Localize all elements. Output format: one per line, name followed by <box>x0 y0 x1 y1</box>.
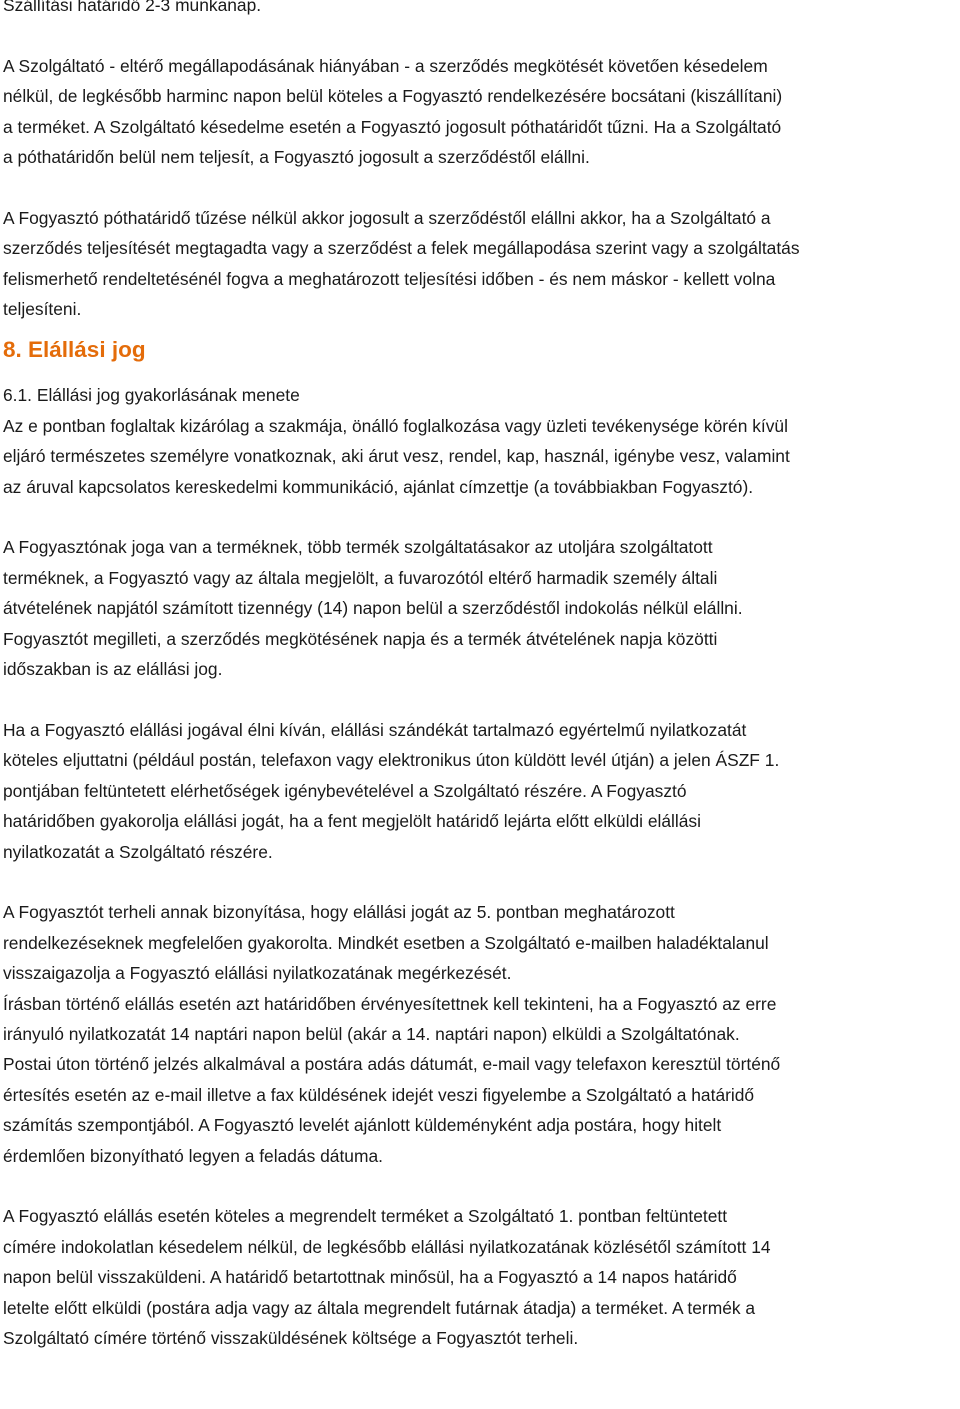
text-line: átvételének napjától számított tizennégy (14) napon belül a szerződéstől indokolás nélkül elállni. <box>3 598 743 619</box>
withdrawal-notice-paragraph <box>3 715 958 867</box>
section-heading: 8. Elállási jog <box>3 337 146 363</box>
text-line: Fogyasztót megilleti, a szerződés megkötésének napja és a termék átvételének napja közötti <box>3 628 718 649</box>
text-line: számítás szempontjából. A Fogyasztó levelét ajánlott küldeményként adja postára, hogy hitelt <box>3 1115 722 1136</box>
delivery-obligation-paragraph <box>3 51 958 173</box>
text-line: letelte előtt elküldi (postára adja vagy az általa megrendelt futárnak átadja) a terméket. A termék a <box>3 1297 756 1318</box>
text-line: az áruval kapcsolatos kereskedelmi kommunikáció, ajánlat címzettje (a továbbiakban Fogyasztó). <box>3 476 754 497</box>
withdrawal-right-paragraph <box>3 532 958 684</box>
text-line: a póthatáridőn belül nem teljesít, a Fogyasztó jogosult a szerződéstől elállni. <box>3 147 590 168</box>
text-line: Írásban történő elállás esetén azt határidőben érvényesítettnek kell tekinteni, ha a Fogyasztó az erre <box>3 993 777 1014</box>
text-line: Az e pontban foglaltak kizárólag a szakmája, önálló foglalkozása vagy üzleti tevékenysége körén kívül <box>3 415 788 436</box>
text-line: pontjában feltüntetett elérhetőségek igénybevételével a Szolgáltató részére. A Fogyasztó <box>3 780 687 801</box>
text-line: Postai úton történő jelzés alkalmával a postára adás dátumát, e-mail vagy telefaxon keresztül történő <box>3 1054 781 1075</box>
paragraph-gap <box>3 502 958 532</box>
text-line: Szolgáltató címére történő visszaküldésének költsége a Fogyasztót terheli. <box>3 1327 579 1348</box>
text-line: napon belül visszaküldeni. A határidő betartottnak minősül, ha a Fogyasztó a 14 napos határidő <box>3 1267 737 1288</box>
withdrawal-without-deadline-paragraph <box>3 203 958 325</box>
text-line: A Fogyasztót terheli annak bizonyítása, hogy elállási jogát az 5. pontban meghatározott <box>3 902 675 923</box>
text-line: eljáró természetes személyre vonatkoznak, aki árut vesz, rendel, kap, használ, igénybe vesz, valamint <box>3 446 790 467</box>
delivery-deadline-line <box>3 0 958 20</box>
text-line: visszaigazolja a Fogyasztó elállási nyilatkozatának megérkezését. <box>3 963 512 984</box>
product-return-paragraph <box>3 1201 958 1353</box>
text-line: irányuló nyilatkozatát 14 naptári napon belül (akár a 14. naptári napon) elküldi a Szolgáltatónak. <box>3 1023 740 1044</box>
paragraph-gap <box>3 867 958 897</box>
paragraph-gap <box>3 1171 958 1201</box>
text-line: szerződés teljesítését megtagadta vagy a szerződést a felek megállapodása szerint vagy a szolgáltatás <box>3 238 800 259</box>
text-line: nyilatkozatát a Szolgáltató részére. <box>3 841 273 862</box>
text-line: határidőben gyakorolja elállási jogát, ha a fent megjelölt határidő lejárta előtt elküldi elállási <box>3 811 701 832</box>
text-line: nélkül, de legkésőbb harminc napon belül köteles a Fogyasztó rendelkezésére bocsátani (kiszállítani) <box>3 86 783 107</box>
text-line: címére indokolatlan késedelem nélkül, de legkésőbb elállási nyilatkozatának közlésétől számított 14 <box>3 1236 771 1257</box>
text-line: értesítés esetén az e-mail illetve a fax küldésének idejét veszi figyelembe a Szolgáltató a határidő <box>3 1084 755 1105</box>
text-line: érdemlően bizonyítható legyen a feladás dátuma. <box>3 1145 383 1166</box>
document-page <box>3 0 958 1353</box>
paragraph-gap <box>3 684 958 714</box>
text-line: köteles eljuttatni (például postán, telefaxon vagy elektronikus úton küldött levél útján) a jelen ÁSZF 1. <box>3 750 780 771</box>
text-line: Szállítási határidő 2-3 munkanap. <box>3 0 262 15</box>
text-line: teljesíteni. <box>3 299 82 320</box>
subheading-line: 6.1. Elállási jog gyakorlásának menete <box>3 385 300 406</box>
burden-of-proof-paragraph <box>3 897 958 1171</box>
text-line: A Fogyasztó elállás esetén köteles a megrendelt terméket a Szolgáltató 1. pontban feltüntetett <box>3 1206 728 1227</box>
paragraph-gap <box>3 20 958 50</box>
text-line: A Fogyasztó póthatáridő tűzése nélkül akkor jogosult a szerződéstől elállni akkor, ha a Szolgáltató a <box>3 207 771 228</box>
text-line: terméknek, a Fogyasztó vagy az általa megjelölt, a fuvarozótól eltérő harmadik személy általi <box>3 567 718 588</box>
paragraph-gap <box>3 172 958 202</box>
text-line: A Fogyasztónak joga van a terméknek, több termék szolgáltatásakor az utoljára szolgáltatott <box>3 537 713 558</box>
text-line: rendelkezéseknek megfelelően gyakorolta. Mindkét esetben a Szolgáltató e-mailben haladéktalanul <box>3 932 769 953</box>
scope-paragraph <box>3 380 958 502</box>
text-line: A Szolgáltató - eltérő megállapodásának hiányában - a szerződés megkötését követően késedelem <box>3 55 768 76</box>
text-line: Ha a Fogyasztó elállási jogával élni kíván, elállási szándékát tartalmazó egyértelmű nyilatkozatát <box>3 719 747 740</box>
text-line: időszakban is az elállási jog. <box>3 659 223 680</box>
text-line: felismerhető rendeltetésénél fogva a meghatározott teljesítési időben - és nem máskor - kellett volna <box>3 268 776 289</box>
text-line: a terméket. A Szolgáltató késedelme esetén a Fogyasztó jogosult póthatáridőt tűzni. Ha a Szolgáltató <box>3 116 782 137</box>
